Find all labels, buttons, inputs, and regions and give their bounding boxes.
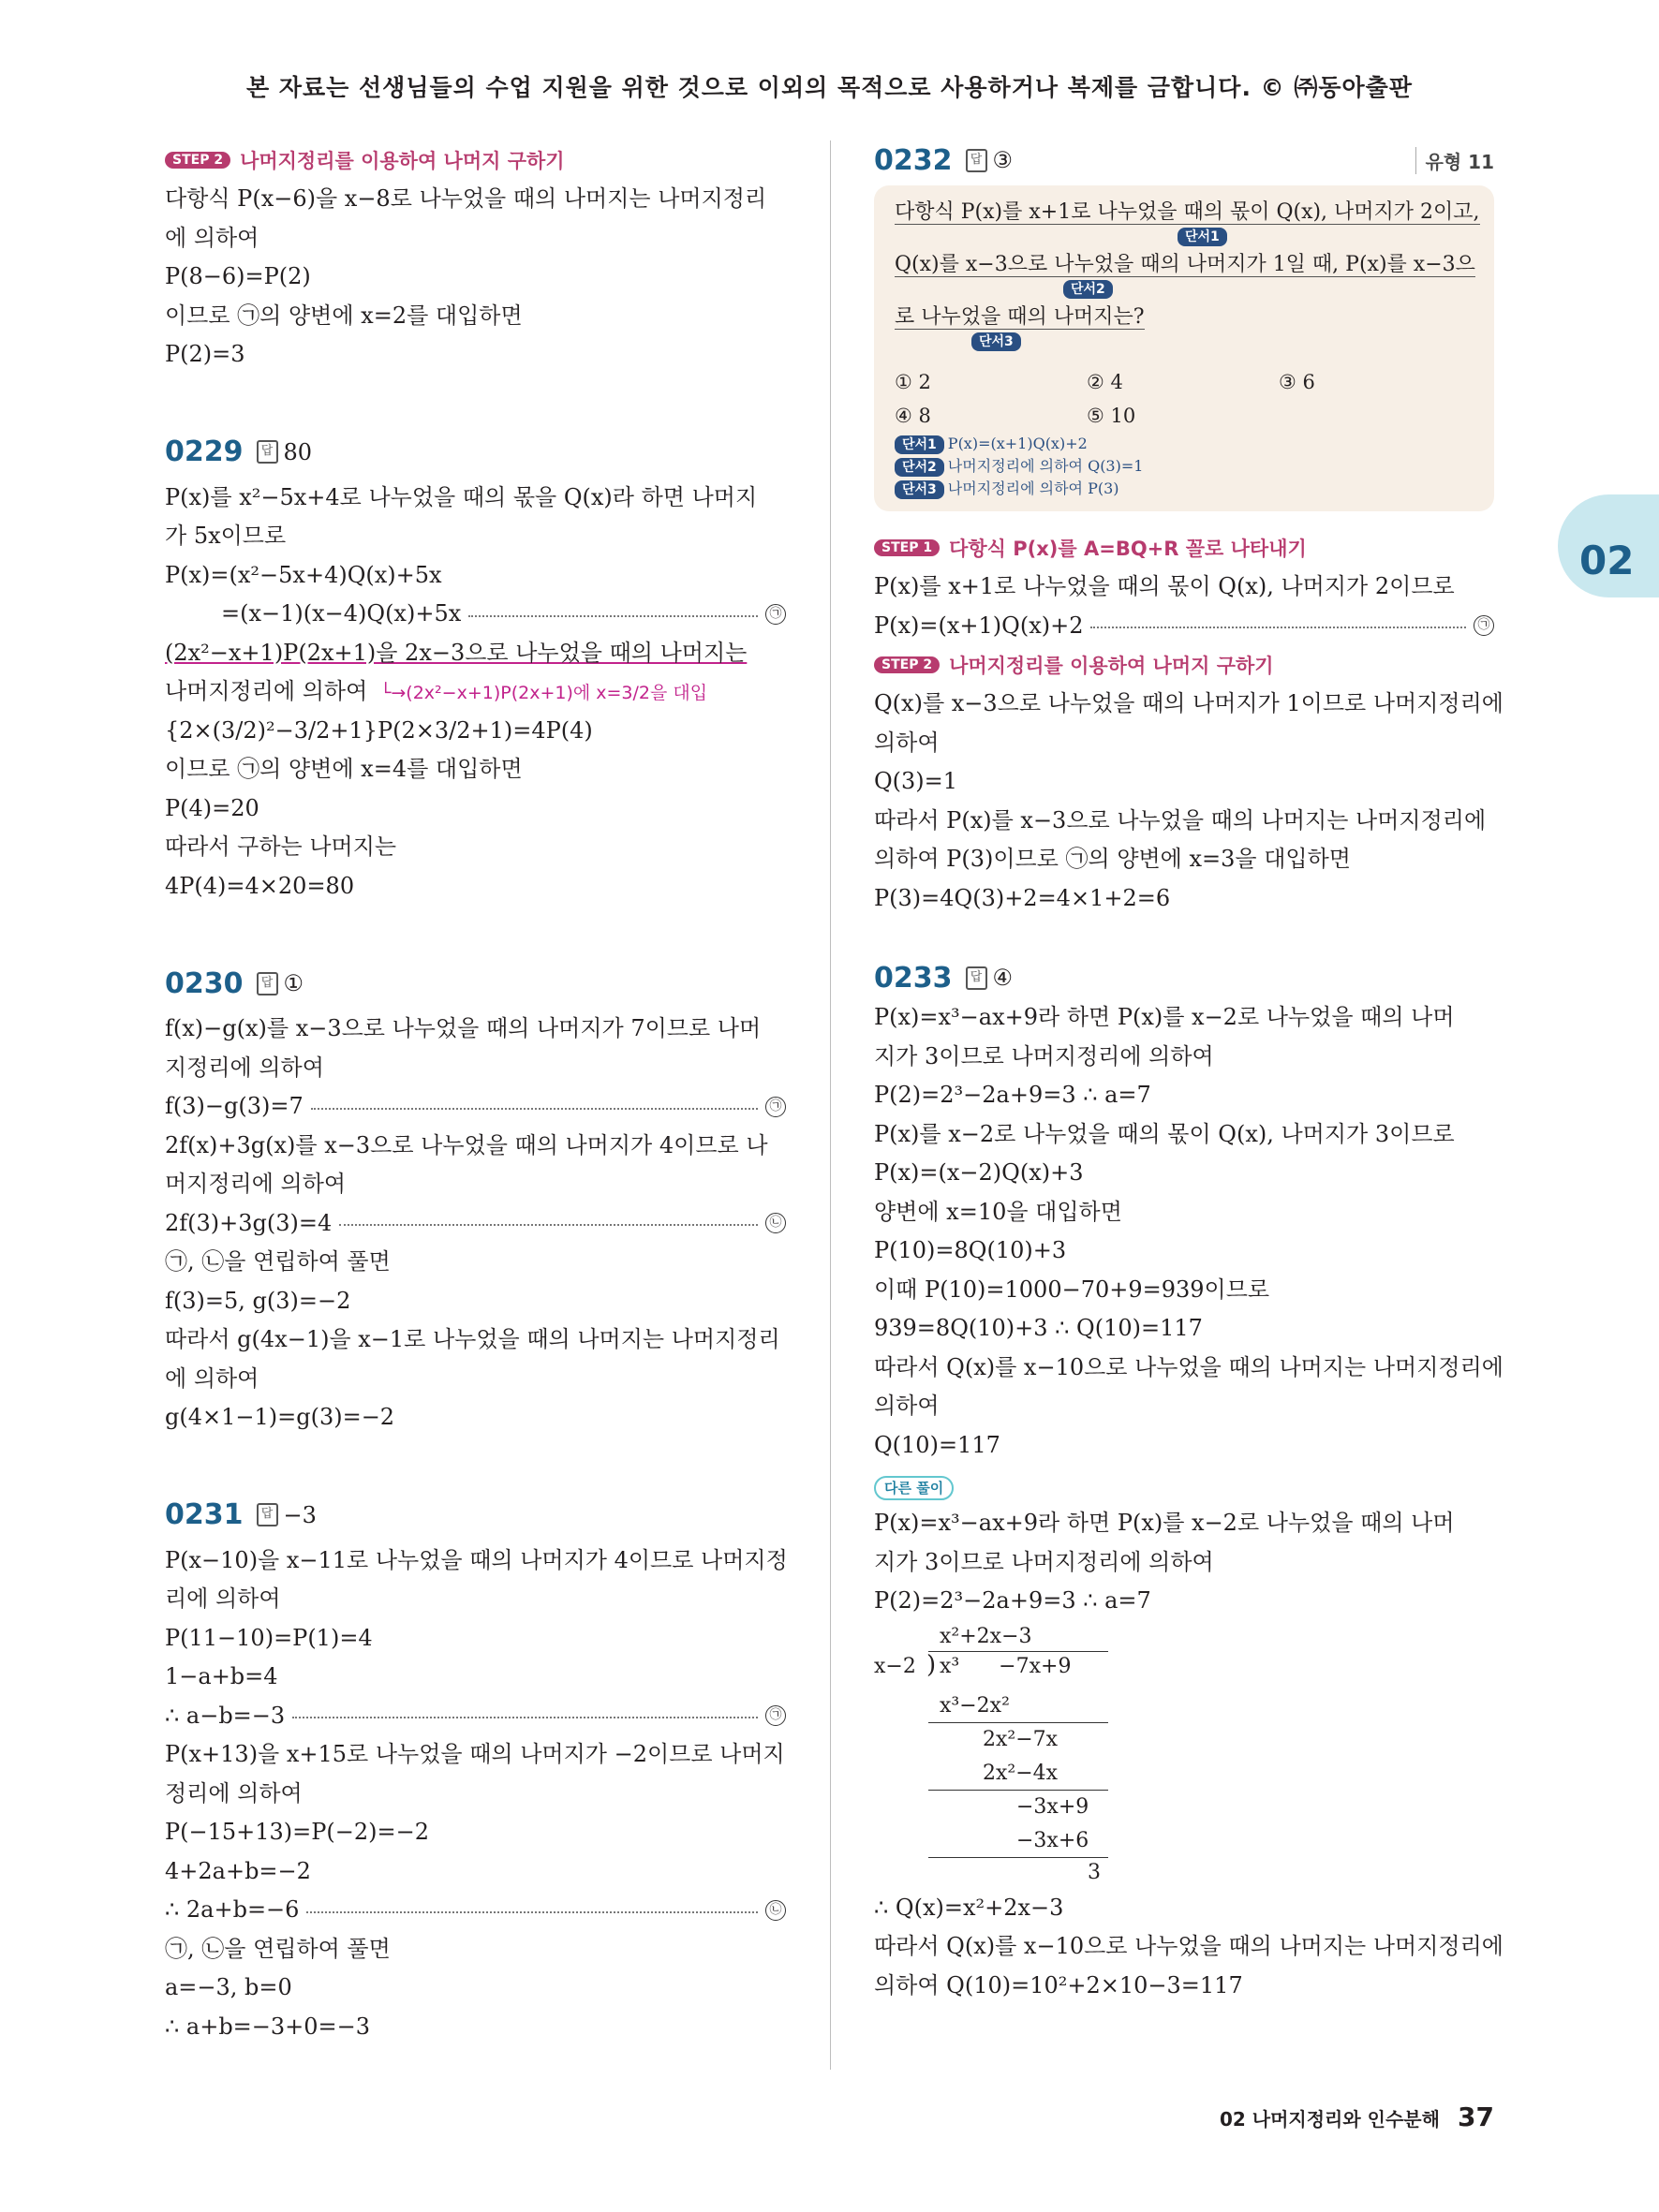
- solution-line: 따라서 Q(x)를 x−10으로 나누었을 때의 나머지는 나머지정리에: [874, 1933, 1503, 1959]
- problem-0229-header: [165, 426, 786, 479]
- hint-explanation: 단서3 나머지정리에 의하여 P(3): [895, 478, 1474, 500]
- leader-dots: [306, 1911, 758, 1913]
- solution-line: 가 5x이므로: [165, 523, 287, 549]
- solution-line: P(2)=2³−2a+9=3 ∴ a=7: [874, 1082, 1151, 1108]
- solution-line: 의하여 Q(10)=10²+2×10−3=117: [874, 1971, 1243, 1998]
- circle-mark: ㉠: [765, 1705, 786, 1726]
- solution-line: f(3)=5, g(3)=−2: [165, 1287, 351, 1314]
- question-line: 로 나누었을 때의 나머지는?: [895, 305, 1145, 329]
- question-line: Q(x)를 x−3으로 나누었을 때의 나머지가 1일 때, P(x)를 x−3으: [895, 253, 1475, 276]
- step2-heading: [874, 645, 1494, 685]
- division-row: −3x+6: [1016, 1828, 1089, 1852]
- solution-line: ㉠, ㉡을 연립하여 풀면: [165, 1935, 391, 1962]
- solution-line: 지가 3이므로 나머지정리에 의하여: [874, 1042, 1214, 1069]
- division-row: 2x²−7x: [983, 1727, 1059, 1751]
- solution-line: P(x)를 x+1로 나누었을 때의 몫이 Q(x), 나머지가 2이므로: [874, 573, 1455, 599]
- answer-icon: 답: [257, 972, 278, 995]
- solution-line: P(x−10)을 x−11로 나누었을 때의 나머지가 4이므로 나머지정: [165, 1546, 788, 1573]
- choice-item[interactable]: ④ 8: [895, 405, 931, 427]
- problem-0232-header: [874, 140, 1494, 180]
- problem-number: 0233: [874, 961, 953, 995]
- step-badge: STEP 2: [165, 152, 230, 169]
- equation-line: [165, 1697, 786, 1736]
- answer-icon: 답: [966, 149, 987, 172]
- problem-number: 0232: [874, 143, 953, 177]
- answer-icon: 답: [966, 966, 987, 990]
- leader-dots: [468, 615, 758, 617]
- answer-value: 80: [283, 438, 313, 465]
- circle-mark: ㉠: [1474, 615, 1494, 636]
- solution-line: 이때 P(10)=1000−70+9=939이므로: [874, 1276, 1270, 1303]
- circle-mark: ㉡: [765, 1900, 786, 1921]
- solution-line: 정리에 의하여: [165, 1779, 303, 1806]
- answer-value: −3: [283, 1501, 317, 1528]
- circle-mark: ㉠: [765, 604, 786, 625]
- leader-dots: [292, 1717, 758, 1718]
- solution-line: P(x)=(x−2)Q(x)+3: [874, 1159, 1084, 1186]
- equation-text: ∴ 2a+b=−6: [165, 1896, 300, 1923]
- hint-tag: 단서3: [971, 332, 1021, 351]
- equation-text: f(3)−g(3)=7: [165, 1093, 304, 1119]
- leader-dots: [1090, 627, 1466, 628]
- solution-line: 에 의하여: [165, 224, 259, 251]
- solution-line: ∴ Q(x)=x²+2x−3: [874, 1894, 1064, 1921]
- column-divider: [830, 140, 831, 2070]
- division-row: −3x+9: [1016, 1794, 1089, 1819]
- equation-line: [165, 1204, 786, 1244]
- solution-line: ∴ a+b=−3+0=−3: [165, 2013, 371, 2040]
- solution-line: 4+2a+b=−2: [165, 1857, 311, 1884]
- division-quotient: x²+2x−3: [940, 1624, 1032, 1648]
- line-text: 나머지정리에 의하여: [165, 678, 368, 704]
- long-division: [874, 1621, 1494, 1884]
- solution-line: 이므로 ㉠의 양변에 x=2를 대입하면: [165, 302, 523, 329]
- solution-line: 따라서 Q(x)를 x−10으로 나누었을 때의 나머지는 나머지정리에: [874, 1353, 1503, 1380]
- answer-value: ③: [992, 147, 1014, 173]
- question-box: [874, 185, 1494, 511]
- circle-mark: ㉡: [765, 1213, 786, 1233]
- solution-line: P(x)를 x−2로 나누었을 때의 몫이 Q(x), 나머지가 3이므로: [874, 1120, 1455, 1147]
- solution-line: Q(3)=1: [874, 768, 958, 794]
- solution-line: 지가 3이므로 나머지정리에 의하여: [874, 1548, 1214, 1575]
- solution-line: 따라서 g(4x−1)을 x−1로 나누었을 때의 나머지는 나머지정리: [165, 1326, 780, 1352]
- choice-item[interactable]: ② 4: [1087, 371, 1123, 393]
- choice-item[interactable]: ③ 6: [1279, 371, 1315, 393]
- solution-line: (2x²−x+1)P(2x+1)을 2x−3으로 나누었을 때의 나머지는: [165, 639, 748, 666]
- answer-choices: [895, 399, 1474, 433]
- problem-number: 0229: [165, 435, 244, 468]
- right-column: [874, 140, 1503, 2005]
- hint-explanation: 단서1 P(x)=(x+1)Q(x)+2: [895, 433, 1474, 455]
- solution-line: g(4×1−1)=g(3)=−2: [165, 1404, 395, 1430]
- solution-line: [165, 672, 786, 712]
- division-row: x³−2x²: [940, 1693, 1010, 1718]
- answer-value: ①: [283, 970, 304, 996]
- equation-text: P(x)=(x+1)Q(x)+2: [874, 612, 1084, 639]
- annotation-note: └→(2x²−x+1)P(2x+1)에 x=3/2을 대입: [379, 683, 708, 703]
- answer-icon: 답: [257, 440, 278, 464]
- solution-line: 의하여 P(3)이므로 ㉠의 양변에 x=3을 대입하면: [874, 846, 1351, 872]
- division-remainder: 3: [1088, 1860, 1101, 1884]
- chapter-title: 02 나머지정리와 인수분해: [1219, 2108, 1440, 2131]
- hint-explanation: 단서2 나머지정리에 의하여 Q(3)=1: [895, 455, 1474, 478]
- problem-0230-header: [165, 957, 786, 1010]
- leader-dots: [339, 1224, 758, 1226]
- answer-choices: [895, 365, 1474, 399]
- division-rule: [928, 1790, 1108, 1791]
- division-dividend: x³ −7x+9: [940, 1654, 1072, 1678]
- solution-line: {2×(3/2)²−3/2+1}P(2×3/2+1)=4P(4): [165, 716, 593, 744]
- solution-line: 따라서 P(x)를 x−3으로 나누었을 때의 나머지는 나머지정리에: [874, 806, 1487, 833]
- solution-line: Q(x)를 x−3으로 나누었을 때의 나머지가 1이므로 나머지정리에: [874, 690, 1503, 716]
- step-badge: STEP 2: [874, 656, 940, 673]
- hint-tag: 단서2: [1063, 280, 1113, 299]
- solution-line: P(x)를 x²−5x+4로 나누었을 때의 몫을 Q(x)라 하면 나머지: [165, 483, 758, 510]
- solution-line: 이므로 ㉠의 양변에 x=4를 대입하면: [165, 756, 523, 782]
- left-column: [165, 140, 786, 2046]
- equation-line: [165, 1891, 786, 1930]
- equation-text: 2f(3)+3g(3)=4: [165, 1209, 333, 1236]
- solution-line: 의하여: [874, 729, 940, 756]
- choice-item[interactable]: ⑤ 10: [1087, 405, 1136, 427]
- hint-tag: 단서1: [1178, 228, 1227, 246]
- solution-line: 의하여: [874, 1393, 940, 1419]
- circle-mark: ㉠: [765, 1097, 786, 1117]
- solution-line: 4P(4)=4×20=80: [165, 872, 355, 899]
- solution-line: P(10)=8Q(10)+3: [874, 1237, 1067, 1263]
- problem-number: 0230: [165, 966, 244, 1000]
- division-bar: [928, 1651, 1108, 1652]
- solution-line: P(8−6)=P(2): [165, 263, 311, 289]
- solution-line: 939=8Q(10)+3 ∴ Q(10)=117: [874, 1315, 1203, 1341]
- step-title: 다항식 P(x)를 A=BQ+R 꼴로 나타내기: [949, 538, 1307, 560]
- solution-line: P(2)=3: [165, 341, 245, 367]
- solution-line: 따라서 구하는 나머지는: [165, 833, 397, 860]
- division-row: 2x²−4x: [983, 1761, 1059, 1785]
- solution-line: 다항식 P(x−6)을 x−8로 나누었을 때의 나머지는 나머지정리: [165, 185, 767, 212]
- solution-line: 에 의하여: [165, 1364, 259, 1392]
- chapter-tab-number: 02: [1579, 538, 1635, 583]
- solution-line: P(x+13)을 x+15로 나누었을 때의 나머지가 −2이므로 나머지: [165, 1741, 785, 1767]
- solution-line: 지정리에 의하여: [165, 1054, 324, 1081]
- solution-line: ㉠, ㉡을 연립하여 풀면: [165, 1248, 391, 1275]
- solution-line: P(x)=(x²−5x+4)Q(x)+5x: [165, 561, 442, 588]
- division-bracket: ): [926, 1650, 937, 1679]
- solution-line: P(3)=4Q(3)+2=4×1+2=6: [874, 884, 1171, 911]
- solution-line: f(x)−g(x)를 x−3으로 나누었을 때의 나머지가 7이므로 나머: [165, 1015, 762, 1041]
- step2-heading: [165, 140, 786, 180]
- solution-line: P(4)=20: [165, 794, 259, 821]
- answer-icon: 답: [257, 1503, 278, 1526]
- solution-line: P(x)=x³−ax+9라 하면 P(x)를 x−2로 나누었을 때의 나머: [874, 1510, 1455, 1536]
- equation-line: [874, 607, 1494, 646]
- problem-0233-header: [874, 957, 1494, 998]
- solution-line: P(2)=2³−2a+9=3 ∴ a=7: [874, 1587, 1151, 1614]
- step1-heading: [874, 528, 1494, 568]
- page-number: 37: [1458, 2101, 1494, 2132]
- equation-line: [165, 595, 786, 634]
- step-title: 나머지정리를 이용하여 나머지 구하기: [240, 150, 565, 172]
- alternative-solution-label: 다른 풀이: [874, 1476, 954, 1500]
- solution-line: a=−3, b=0: [165, 1974, 292, 2000]
- solution-line: P(x)=x³−ax+9라 하면 P(x)를 x−2로 나누었을 때의 나머: [874, 1004, 1455, 1030]
- leader-dots: [311, 1108, 758, 1110]
- question-line: 다항식 P(x)를 x+1로 나누었을 때의 몫이 Q(x), 나머지가 2이고,: [895, 200, 1480, 224]
- step-title: 나머지정리를 이용하여 나머지 구하기: [949, 655, 1274, 677]
- solution-line: 리에 의하여: [165, 1585, 281, 1612]
- copyright-banner: 본 자료는 선생님들의 수업 지원을 위한 것으로 이외의 목적으로 사용하거나 복제를 금합니다. © ㈜동아출판: [246, 74, 1413, 101]
- solution-line: 머지정리에 의하여: [165, 1171, 347, 1197]
- problem-0231-header: [165, 1489, 786, 1541]
- page-footer: [1220, 2101, 1494, 2132]
- division-rule: [928, 1722, 1108, 1723]
- problem-type-label: 유형 11: [1415, 147, 1494, 174]
- problem-number: 0231: [165, 1498, 244, 1531]
- equation-line: [165, 1087, 786, 1127]
- division-rule: [928, 1857, 1108, 1858]
- division-divisor: x−2: [874, 1654, 916, 1678]
- solution-line: 양변에 x=10을 대입하면: [874, 1198, 1122, 1225]
- solution-line: P(11−10)=P(1)=4: [165, 1624, 373, 1651]
- equation-text: =(x−1)(x−4)Q(x)+5x: [221, 600, 462, 627]
- solution-line: P(−15+13)=P(−2)=−2: [165, 1819, 430, 1845]
- solution-line: Q(10)=117: [874, 1431, 1000, 1458]
- solution-line: 1−a+b=4: [165, 1663, 278, 1689]
- step-badge: STEP 1: [874, 539, 940, 556]
- equation-text: ∴ a−b=−3: [165, 1702, 286, 1729]
- choice-item[interactable]: ① 2: [895, 371, 931, 393]
- answer-value: ④: [992, 965, 1014, 991]
- solution-line: 2f(x)+3g(x)를 x−3으로 나누었을 때의 나머지가 4이므로 나: [165, 1131, 768, 1158]
